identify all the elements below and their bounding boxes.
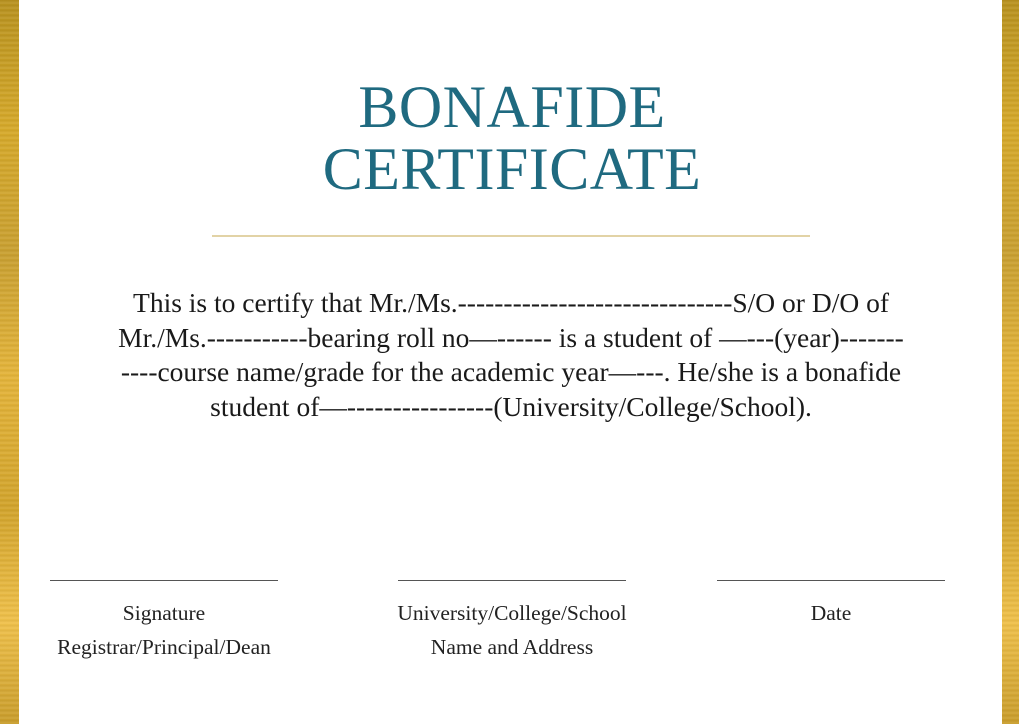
title-divider: [212, 235, 810, 237]
signature-block-registrar: [34, 580, 294, 664]
institution-line: [398, 580, 626, 581]
body-line-3: ----course name/grade for the academic year—---. He/she is a bonafide: [120, 356, 902, 387]
title-line-2: CERTIFICATE: [322, 136, 702, 202]
signature-role: Registrar/Principal/Dean: [57, 635, 271, 659]
institution-label: University/College/School: [397, 601, 627, 625]
certificate-title: [0, 76, 1024, 200]
certificate-body: [20, 286, 1002, 424]
body-line-1: This is to certify that Mr./Ms.------------------------------S/O or D/O of: [133, 287, 889, 318]
signature-block-date: [701, 580, 961, 630]
institution-address-label: Name and Address: [430, 635, 594, 659]
body-line-4: student of—----------------(University/College/School).: [210, 390, 812, 422]
signature-block-institution: [382, 580, 642, 664]
body-line-2: Mr./Ms.-----------bearing roll no—------ is a student of —---(year)-------: [118, 321, 904, 353]
date-line: [717, 580, 945, 581]
title-line-1: BONAFIDE: [358, 74, 666, 140]
date-label: Date: [810, 601, 852, 625]
signature-line: [50, 580, 278, 581]
signature-label: Signature: [122, 601, 206, 625]
